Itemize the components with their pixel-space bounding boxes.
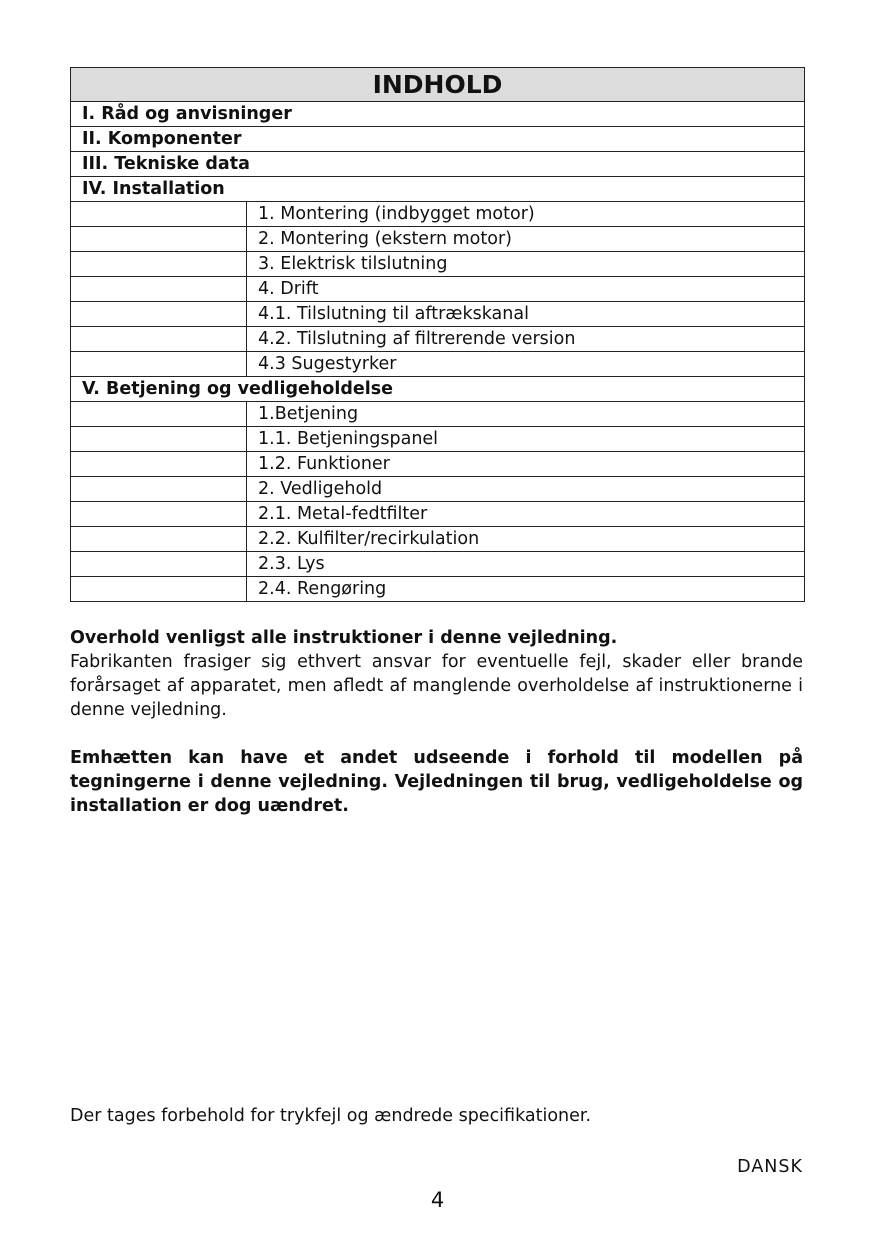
- toc-title: INDHOLD: [71, 68, 805, 102]
- toc-item: 2.4. Rengøring: [247, 577, 805, 602]
- table-row: [71, 502, 805, 527]
- empty-cell: [71, 502, 247, 527]
- toc-section-advice: I. Råd og anvisninger: [71, 102, 805, 127]
- toc-section-installation: IV. Installation: [71, 177, 805, 202]
- table-row: [71, 477, 805, 502]
- table-row: [71, 527, 805, 552]
- table-row: [71, 252, 805, 277]
- language-label: DANSK: [737, 1157, 803, 1177]
- toc-item: 4.3 Sugestyrker: [247, 352, 805, 377]
- page-number: 4: [430, 1188, 445, 1212]
- toc-item: 3. Elektrisk tilslutning: [247, 252, 805, 277]
- toc-item: 1.Betjening: [247, 402, 805, 427]
- notice-body: Fabrikanten frasiger sig ethvert ansvar for eventuelle fejl, skader eller brande forårsaget af apparatet, men afledt af manglende overholdelse af instruktionerne i denne vejledning.: [70, 652, 803, 720]
- toc-item: 4. Drift: [247, 277, 805, 302]
- toc-item: 2. Montering (ekstern motor): [247, 227, 805, 252]
- table-row: [71, 227, 805, 252]
- table-row: [71, 327, 805, 352]
- empty-cell: [71, 402, 247, 427]
- table-row: [71, 277, 805, 302]
- table-of-contents: [70, 67, 805, 602]
- notice-title: Overhold venligst alle instruktioner i denne vejledning.: [70, 628, 618, 648]
- empty-cell: [71, 302, 247, 327]
- empty-cell: [71, 352, 247, 377]
- empty-cell: [71, 252, 247, 277]
- toc-item: 4.2. Tilslutning af filtrerende version: [247, 327, 805, 352]
- toc-item: 4.1. Tilslutning til aftrækskanal: [247, 302, 805, 327]
- table-row: [71, 202, 805, 227]
- empty-cell: [71, 527, 247, 552]
- toc-item: 2.2. Kulfilter/recirkulation: [247, 527, 805, 552]
- toc-item: 2.1. Metal-fedtfilter: [247, 502, 805, 527]
- empty-cell: [71, 227, 247, 252]
- table-row: [71, 402, 805, 427]
- toc-item: 1.2. Funktioner: [247, 452, 805, 477]
- toc-item: 1.1. Betjeningspanel: [247, 427, 805, 452]
- toc-section-components: II. Komponenter: [71, 127, 805, 152]
- table-row: [71, 427, 805, 452]
- empty-cell: [71, 202, 247, 227]
- empty-cell: [71, 327, 247, 352]
- empty-cell: [71, 552, 247, 577]
- empty-cell: [71, 427, 247, 452]
- empty-cell: [71, 577, 247, 602]
- toc-item: 1. Montering (indbygget motor): [247, 202, 805, 227]
- table-row: [71, 552, 805, 577]
- empty-cell: [71, 452, 247, 477]
- empty-cell: [71, 277, 247, 302]
- toc-section-technical-data: III. Tekniske data: [71, 152, 805, 177]
- appearance-notice: Emhætten kan have et andet udseende i forhold til modellen på tegningerne i denne vejledning. Vejledningen til brug, vedligeholdelse og installation er dog uændret.: [70, 748, 803, 816]
- table-row: [71, 302, 805, 327]
- table-row: [71, 352, 805, 377]
- toc-section-operation-maintenance: V. Betjening og vedligeholdelse: [71, 377, 805, 402]
- table-row: [71, 577, 805, 602]
- toc-item: 2. Vedligehold: [247, 477, 805, 502]
- table-row: [71, 452, 805, 477]
- toc-item: 2.3. Lys: [247, 552, 805, 577]
- print-disclaimer: Der tages forbehold for trykfejl og ændrede specifikationer.: [70, 1106, 592, 1126]
- empty-cell: [71, 477, 247, 502]
